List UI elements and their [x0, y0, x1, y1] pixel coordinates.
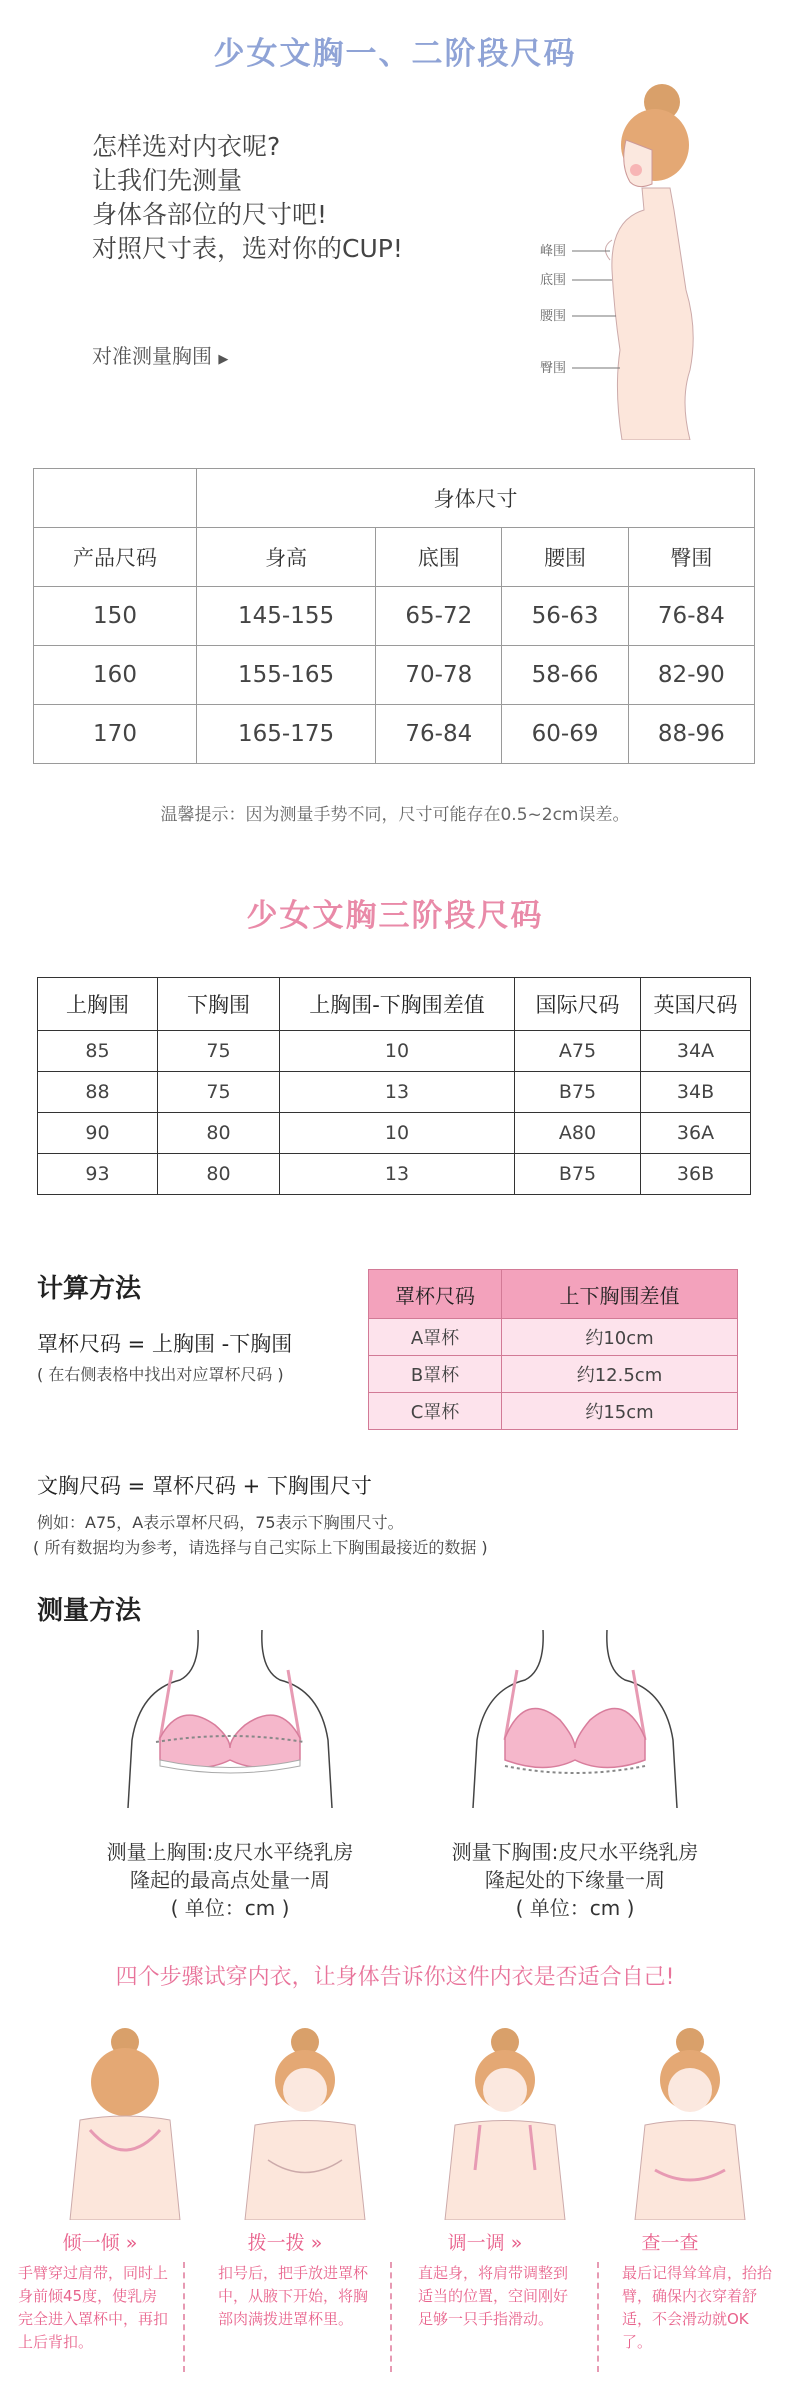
step4-text: 最后记得耸耸肩，抬抬臂，确保内衣穿着舒适，不会滑动就OK了。 — [622, 2264, 773, 2351]
step-divider — [183, 2262, 185, 2372]
intro-line: 让我们先测量 — [92, 166, 243, 195]
intro-line: 身体各部位的尺寸吧! — [92, 200, 328, 229]
caption-line: ( 单位：cm ) — [170, 1896, 290, 1920]
table-cell: 76-84 — [628, 587, 754, 646]
table-cell: 13 — [280, 1072, 515, 1113]
table-row — [369, 1356, 738, 1393]
column-header: 上胸围-下胸围差值 — [280, 978, 515, 1031]
step2-figure — [245, 2028, 365, 2220]
table-cell: B罩杯 — [369, 1356, 502, 1393]
section2-title: 少女文胸三阶段尺码 — [246, 898, 544, 934]
step-divider — [597, 2262, 599, 2372]
table-header-row — [369, 1270, 738, 1319]
table-cell: B75 — [515, 1072, 641, 1113]
label-underbust: 底围 — [540, 272, 567, 287]
step3-title: 调一调 » — [447, 2232, 523, 2254]
under-bust-caption — [425, 1838, 725, 1922]
column-header: 下胸围 — [158, 978, 280, 1031]
steps-banner: 四个步骤试穿内衣，让身体告诉你这件内衣是否适合自己! — [115, 1965, 675, 1990]
step1-title: 倾一倾 » — [62, 2232, 138, 2254]
calc-heading: 计算方法 — [37, 1274, 142, 1304]
table-cell: 90 — [38, 1113, 158, 1154]
table-cell: 170 — [34, 705, 197, 764]
table-cell: 165-175 — [197, 705, 376, 764]
table-cell: 65-72 — [376, 587, 502, 646]
steps-illustrations — [50, 2020, 750, 2220]
caption-line: 测量上胸围:皮尺水平绕乳房 — [106, 1840, 354, 1864]
table-cell: C罩杯 — [369, 1393, 502, 1430]
table-corner — [34, 469, 197, 528]
column-header: 罩杯尺码 — [369, 1270, 502, 1319]
step3-text: 直起身，将肩带调整到适当的位置，空间刚好足够一只手指滑动。 — [418, 2264, 569, 2328]
size-table-2 — [37, 977, 751, 1195]
caption-line: 隆起的最高点处量一周 — [130, 1868, 330, 1892]
table-cell: A80 — [515, 1113, 641, 1154]
caret-right-icon: ▶ — [218, 352, 229, 367]
measurement-note: 温馨提示：因为测量手势不同，尺寸可能存在0.5~2cm误差。 — [160, 805, 630, 825]
formula-cup: 罩杯尺码 = 上胸围 -下胸围 — [37, 1332, 293, 1356]
table-cell: 10 — [280, 1031, 515, 1072]
table-cell: 75 — [158, 1072, 280, 1113]
table-cell: 160 — [34, 646, 197, 705]
step2-title: 拨一拨 » — [247, 2232, 323, 2254]
step4-figure — [635, 2028, 745, 2220]
column-header: 上下胸围差值 — [502, 1270, 738, 1319]
cup-table — [368, 1269, 738, 1430]
table-cell: B75 — [515, 1154, 641, 1195]
table-cell: 36A — [641, 1113, 751, 1154]
table-row — [38, 1072, 751, 1113]
table-header-row — [38, 978, 751, 1031]
column-header: 英国尺码 — [641, 978, 751, 1031]
step4-title: 查一查 — [641, 2232, 699, 2254]
table-row — [38, 1031, 751, 1072]
measure-heading: 测量方法 — [37, 1596, 142, 1626]
intro-line: 对照尺寸表，选对你的CUP! — [92, 234, 403, 263]
intro-text — [92, 130, 403, 266]
upper-bust-illustration — [120, 1630, 340, 1810]
label-hip: 臀围 — [540, 360, 567, 375]
table-cell: 80 — [158, 1113, 280, 1154]
table-cell: 34A — [641, 1031, 751, 1072]
table-cell: 60-69 — [502, 705, 628, 764]
column-header: 腰围 — [502, 528, 628, 587]
column-header: 臀围 — [628, 528, 754, 587]
column-header: 底围 — [376, 528, 502, 587]
caption-line: 隆起处的下缘量一周 — [485, 1868, 665, 1892]
size-table-1 — [33, 468, 755, 764]
table-cell: 76-84 — [376, 705, 502, 764]
label-waist: 腰围 — [540, 308, 567, 323]
table-cell: A75 — [515, 1031, 641, 1072]
measure-link[interactable] — [92, 340, 228, 369]
table-row — [38, 1154, 751, 1195]
group-header: 身体尺寸 — [197, 469, 755, 528]
step1-figure — [70, 2028, 180, 2220]
table-row — [34, 646, 755, 705]
under-bust-illustration — [465, 1630, 685, 1810]
table-cell: 36B — [641, 1154, 751, 1195]
table-cell: 约15cm — [502, 1393, 738, 1430]
caption-line: 测量下胸围:皮尺水平绕乳房 — [451, 1840, 699, 1864]
column-header: 身高 — [197, 528, 376, 587]
section1-title: 少女文胸一、二阶段尺码 — [213, 36, 577, 72]
body-illustration — [540, 70, 730, 440]
table-cell: 80 — [158, 1154, 280, 1195]
table-cell: 88-96 — [628, 705, 754, 764]
column-header: 上胸围 — [38, 978, 158, 1031]
measure-link-label: 对准测量胸围 — [92, 344, 212, 368]
table-cell: 88 — [38, 1072, 158, 1113]
intro-line: 怎样选对内衣呢? — [92, 132, 281, 161]
table-row — [369, 1393, 738, 1430]
step1-text: 手臂穿过肩带，同时上身前倾45度，使乳房完全进入罩杯中，再扣上后背扣。 — [18, 2264, 169, 2351]
example-note: ( 所有数据均为参考，请选择与自己实际上下胸围最接近的数据 ) — [33, 1538, 488, 1557]
step-divider — [390, 2262, 392, 2372]
step3-figure — [445, 2028, 565, 2220]
column-header: 国际尺码 — [515, 978, 641, 1031]
table-cell: 56-63 — [502, 587, 628, 646]
table-cell: 155-165 — [197, 646, 376, 705]
step2-text: 扣号后，把手放进罩杯中，从腋下开始，将胸部肉满拨进罩杯里。 — [218, 2264, 369, 2328]
caption-line: ( 单位：cm ) — [515, 1896, 635, 1920]
table-cell: 85 — [38, 1031, 158, 1072]
table-cell: 58-66 — [502, 646, 628, 705]
table-row — [38, 1113, 751, 1154]
table-cell: 75 — [158, 1031, 280, 1072]
upper-bust-caption — [80, 1838, 380, 1922]
table-cell: A罩杯 — [369, 1319, 502, 1356]
column-header: 产品尺码 — [34, 528, 197, 587]
table-row — [34, 705, 755, 764]
table-cell: 34B — [641, 1072, 751, 1113]
formula-bra-size: 文胸尺码 = 罩杯尺码 + 下胸围尺寸 — [37, 1474, 372, 1498]
table-row — [369, 1319, 738, 1356]
label-bust: 峰围 — [540, 243, 567, 258]
table-cell: 145-155 — [197, 587, 376, 646]
example-text: 例如：A75，A表示罩杯尺码，75表示下胸围尺寸。 — [37, 1513, 404, 1532]
table-cell: 70-78 — [376, 646, 502, 705]
table-cell: 82-90 — [628, 646, 754, 705]
table-cell: 150 — [34, 587, 197, 646]
table-cell: 约10cm — [502, 1319, 738, 1356]
table-cell: 约12.5cm — [502, 1356, 738, 1393]
table-cell: 93 — [38, 1154, 158, 1195]
formula-cup-note: ( 在右侧表格中找出对应罩杯尺码 ) — [37, 1365, 284, 1384]
table-cell: 10 — [280, 1113, 515, 1154]
table-row — [34, 587, 755, 646]
table-header-row — [34, 528, 755, 587]
table-cell: 13 — [280, 1154, 515, 1195]
